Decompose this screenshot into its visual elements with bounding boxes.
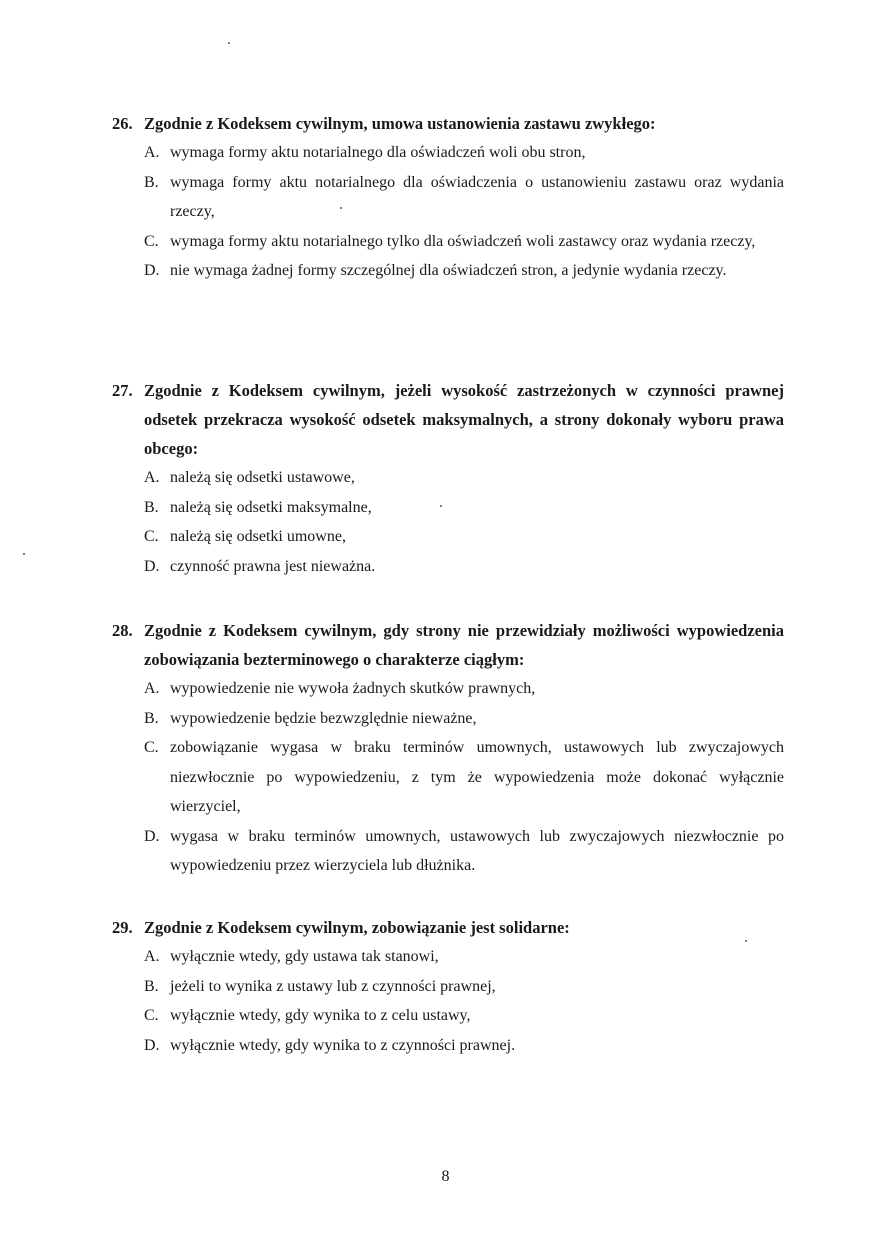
answer-b: [144, 168, 784, 227]
answer-text: wyłącznie wtedy, gdy wynika to z celu ustawy,: [170, 1007, 471, 1024]
question-header: [112, 913, 784, 942]
answer-letter: B.: [144, 977, 159, 995]
answer-text: wyłącznie wtedy, gdy wynika to z czynności prawnej.: [170, 1036, 516, 1054]
answer-d: [144, 1031, 784, 1061]
answer-b: [144, 972, 784, 1002]
answer-text: wymaga formy aktu notarialnego dla oświadczeń woli obu stron,: [170, 144, 586, 161]
answer-letter: B.: [144, 709, 159, 727]
question-28: [112, 616, 784, 881]
answer-c: [144, 733, 784, 822]
answer-b: [144, 704, 784, 734]
answer-text: wypowiedzenie nie wywoła żadnych skutków prawnych,: [170, 680, 536, 697]
question-header: [112, 376, 784, 463]
answer-list: [144, 463, 784, 581]
answer-d: [144, 822, 784, 881]
answer-text: należą się odsetki umowne,: [170, 528, 346, 545]
question-text: Zgodnie z Kodeksem cywilnym, gdy strony nie przewidziały możliwości wypowiedzenia zobowiązania bezterminowego o charakterze ciągłym:: [144, 621, 784, 669]
answer-d: [144, 256, 784, 286]
answer-text: wyłącznie wtedy, gdy ustawa tak stanowi,: [170, 948, 439, 965]
question-27: [112, 376, 784, 581]
question-number: 26.: [112, 114, 133, 133]
answer-d: [144, 552, 784, 582]
answer-c: [144, 227, 784, 257]
question-29: [112, 913, 784, 1060]
answer-letter: C.: [144, 739, 159, 756]
page-number: 8: [441, 1168, 450, 1185]
answer-letter: D.: [144, 1036, 160, 1054]
answer-letter: C.: [144, 232, 159, 250]
question-header: [112, 616, 784, 674]
question-text: Zgodnie z Kodeksem cywilnym, umowa ustanowienia zastawu zwykłego:: [144, 114, 656, 133]
question-number: 29.: [112, 918, 133, 937]
question-header: [112, 109, 784, 138]
answer-text: wymaga formy aktu notarialnego dla oświadczenia o ustanowieniu zastawu oraz wydania rzeczy,: [170, 173, 784, 220]
answer-letter: B.: [144, 498, 159, 516]
answer-list: [144, 138, 784, 286]
answer-text: nie wymaga żadnej formy szczególnej dla oświadczeń stron, a jedynie wydania rzeczy.: [170, 262, 727, 279]
answer-letter: D.: [144, 262, 160, 279]
question-text: Zgodnie z Kodeksem cywilnym, jeżeli wysokość zastrzeżonych w czynności prawnej odsetek przekracza wysokość odsetek maksymalnych, a strony dokonały wyboru prawa obcego:: [144, 381, 784, 458]
scan-speck: [23, 553, 25, 555]
answer-a: [144, 674, 784, 704]
question-26: [112, 109, 784, 286]
answer-c: [144, 522, 784, 552]
answer-letter: C.: [144, 528, 159, 545]
answer-text: wymaga formy aktu notarialnego tylko dla oświadczeń woli zastawcy oraz wydania rzeczy,: [170, 232, 756, 250]
answer-b: [144, 493, 784, 523]
answer-a: [144, 942, 784, 972]
answer-c: [144, 1001, 784, 1031]
question-number: 27.: [112, 381, 133, 400]
answer-letter: D.: [144, 557, 160, 575]
answer-letter: A.: [144, 680, 160, 697]
answer-letter: C.: [144, 1007, 159, 1024]
answer-text: wygasa w braku terminów umownych, ustawowych lub zwyczajowych niezwłocznie po wypowiedzeniu przez wierzyciela lub dłużnika.: [170, 827, 784, 874]
answer-list: [144, 942, 784, 1060]
answer-text: należą się odsetki ustawowe,: [170, 469, 355, 486]
question-number: 28.: [112, 621, 133, 640]
answer-letter: A.: [144, 948, 160, 965]
answer-text: zobowiązanie wygasa w braku terminów umownych, ustawowych lub zwyczajowych niezwłocznie po wypowiedzeniu, z tym że wypowiedzenia może dokonać wyłącznie wierzyciel,: [170, 739, 784, 815]
scan-speck: [228, 42, 230, 44]
answer-letter: A.: [144, 144, 160, 161]
answer-text: jeżeli to wynika z ustawy lub z czynności prawnej,: [170, 977, 496, 995]
answer-text: czynność prawna jest nieważna.: [170, 557, 376, 575]
answer-letter: A.: [144, 469, 160, 486]
answer-text: wypowiedzenie będzie bezwzględnie nieważne,: [170, 709, 477, 727]
answer-letter: B.: [144, 173, 159, 191]
answer-a: [144, 138, 784, 168]
question-text: Zgodnie z Kodeksem cywilnym, zobowiązanie jest solidarne:: [144, 918, 570, 937]
answer-list: [144, 674, 784, 881]
answer-letter: D.: [144, 827, 160, 845]
answer-a: [144, 463, 784, 493]
answer-text: należą się odsetki maksymalne,: [170, 498, 372, 516]
